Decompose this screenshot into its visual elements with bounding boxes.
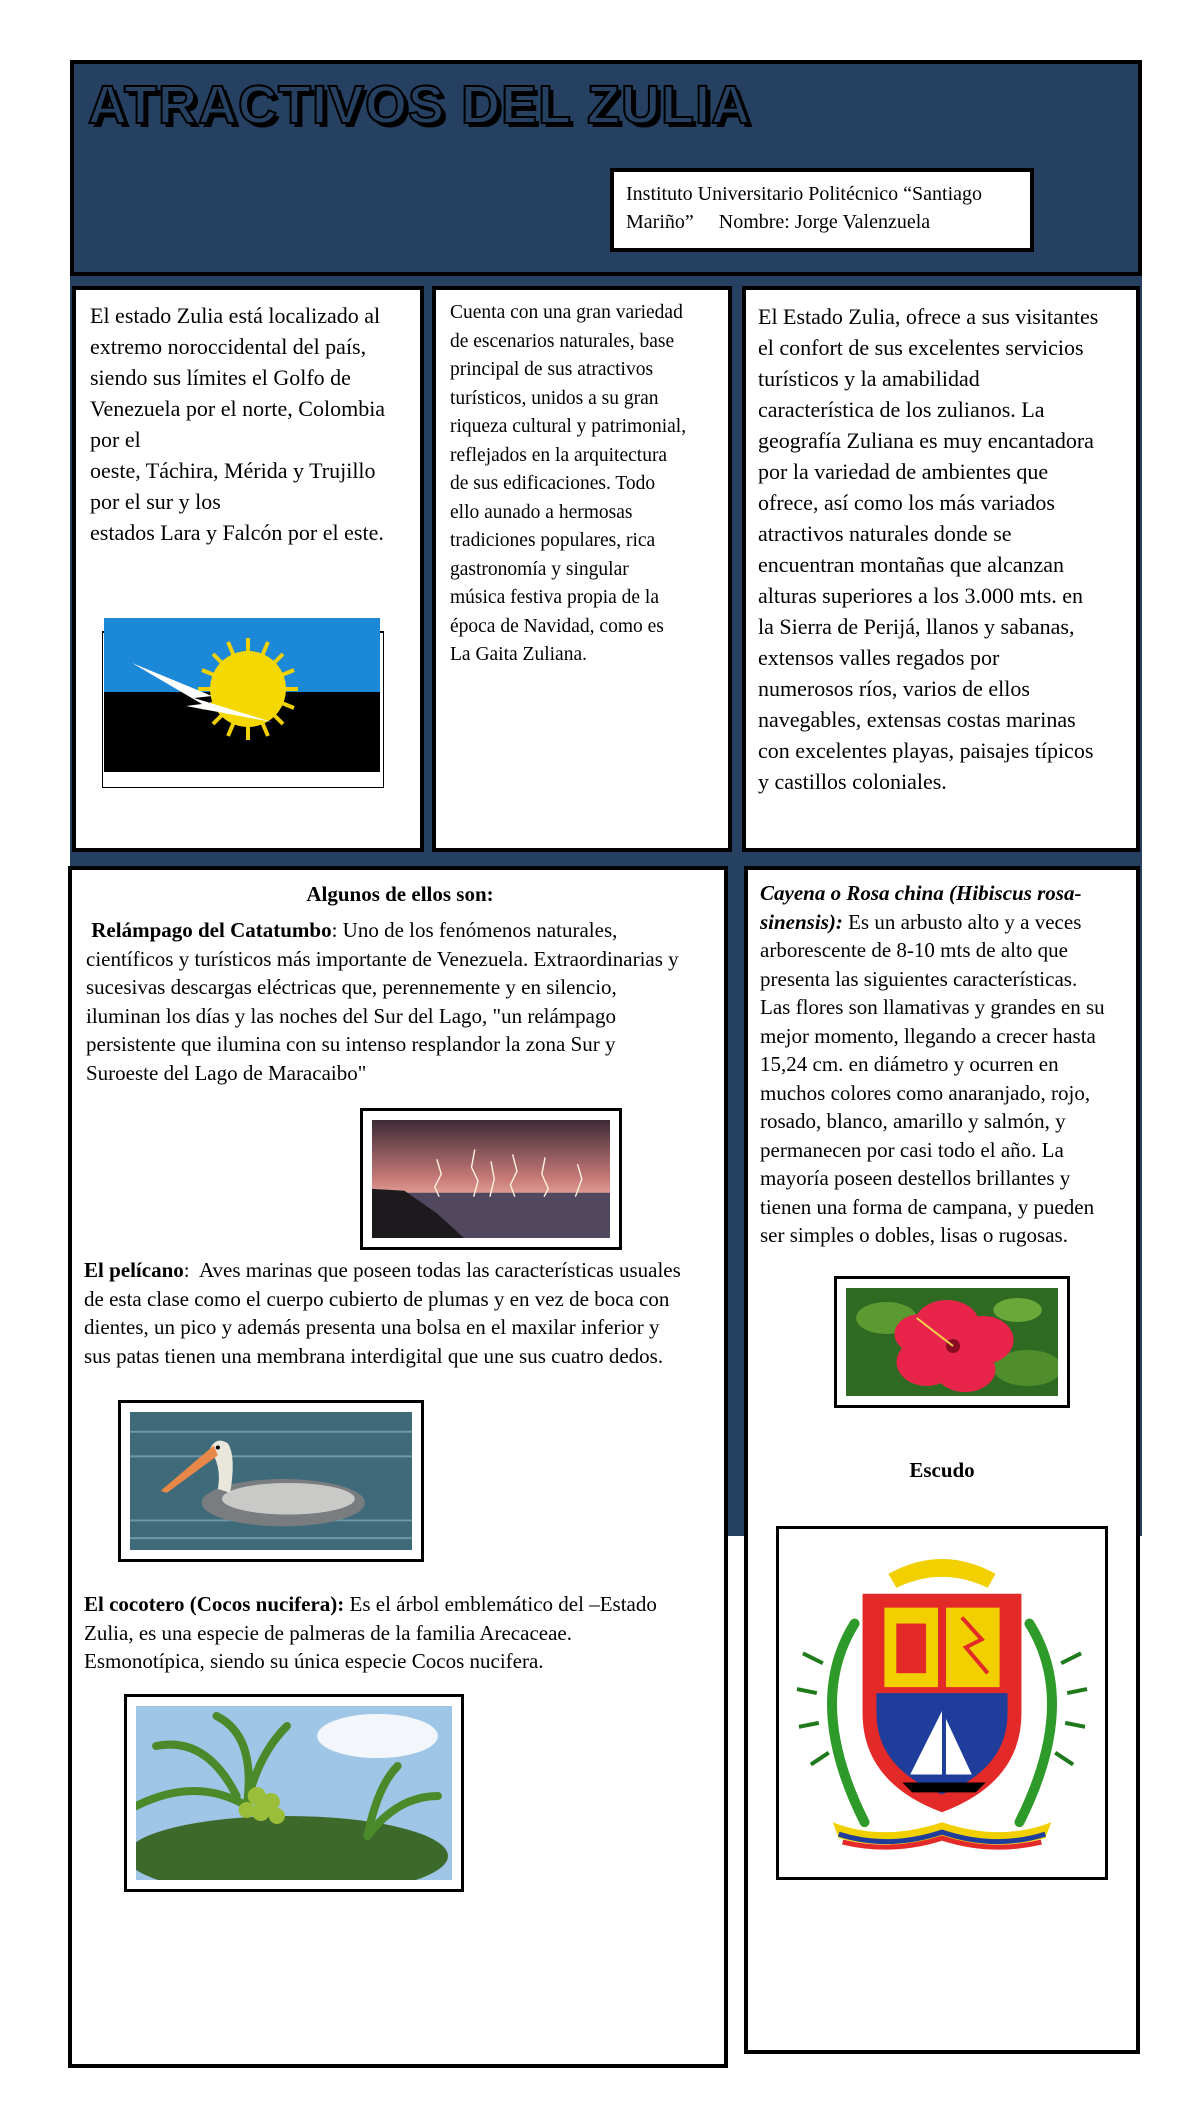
cocotero-title: El cocotero (Cocos nucifera): <box>84 1592 345 1616</box>
page-title: ATRACTIVOS DEL ZULIA <box>88 75 751 135</box>
services-text: El Estado Zulia, ofrece a sus visitantes el confort de sus excelentes servicios turísticos y la amabilidad característica de los zulianos. La geografía Zuliana es muy encantadora por la variedad de ambientes que ofrece, así como los más variados atractivos naturales donde se encuentran montañas que alcanzan alturas superiores a los 3.000 mts. en la Sierra de Perijá, llanos y sabanas, extensos valles regados por numerosos ríos, varios de ellos navegables, extensas costas marinas con excelentes playas, paisajes típicos y castillos coloniales. <box>758 304 1099 794</box>
institution-line-2: Mariño” Nombre: Jorge Valenzuela <box>626 211 931 233</box>
zulia-flag-icon <box>102 618 384 788</box>
list-heading: Algunos de ellos son: <box>306 882 494 906</box>
attractions-box <box>432 286 732 852</box>
relampago-title: Relámpago del Catatumbo <box>91 918 332 942</box>
relampago-text: Relámpago del Catatumbo: Uno de los fenómenos naturales, científicos y turísticos más importante de Venezuela. Extraordinarias y sucesivas descargas eléctricas que, perennemente y en silencio, iluminan los días y las noches del Sur del Lago, "un relámpago persistente que ilumina con su intenso resplandor la zona Sur y Suroeste del Lago de Maracaibo" <box>86 918 679 1085</box>
pelican-image <box>118 1400 424 1562</box>
cayena-title: Cayena o Rosa china (Hibiscus rosa- <box>760 881 1082 905</box>
coconut-palm-image <box>124 1694 464 1892</box>
cayena-text: Cayena o Rosa china (Hibiscus rosa- sinensis): Es un arbusto alto y a veces arborescente de 8-10 mts de alto que presenta las siguientes características. Las flores son llamativas y grandes en su mejor momento, llegando a crecer hasta 15,24 cm. en diámetro y ocurren en muchos colores como anaranjado, rojo, rosado, blanco, amarillo y salmón, y permanecen por casi todo el año. La mayoría poseen destellos brillantes y tienen una forma de campana, y pueden ser simples o dobles, lisas o rugosas. <box>760 881 1105 1247</box>
services-box <box>742 286 1140 852</box>
institution-line-1: Instituto Universitario Politécnico “Santiago <box>626 183 983 205</box>
institution-box <box>610 168 1034 252</box>
escudo-label: Escudo <box>909 1458 975 1482</box>
zulia-coat-of-arms-image <box>776 1526 1108 1880</box>
pelicano-text: El pelícano: Aves marinas que poseen todas las características usuales de esta clase como el cuerpo cubierto de plumas y en vez de boca con dientes, un pico y además presenta una bolsa en el maxilar inferior y sus patas tienen una membrana interdigital que une sus cuatro dedos. <box>84 1258 681 1368</box>
pelicano-title: El pelícano <box>84 1258 184 1282</box>
attractions-text: Cuenta con una gran variedad de escenarios naturales, base principal de sus atractivos turísticos, unidos a su gran riqueza cultural y patrimonial, reflejados en la arquitectura de sus edificaciones. Todo ello aunado a hermosas tradiciones populares, rica gastronomía y singular música festiva propia de la época de Navidad, como es La Gaita Zuliana. <box>450 302 687 665</box>
catatumbo-lightning-image <box>360 1108 622 1250</box>
hibiscus-image <box>834 1276 1070 1408</box>
cocotero-text: El cocotero (Cocos nucifera): Es el árbol emblemático del –Estado Zulia, es una especie de palmeras de la familia Arecaceae. Esmonotípica, siendo su única especie Cocos nucifera. <box>84 1592 657 1673</box>
location-text: El estado Zulia está localizado al extremo noroccidental del país, siendo sus límites el Golfo de Venezuela por el norte, Colombia por el oeste, Táchira, Mérida y Trujillo por el sur y los estados Lara y Falcón por el este. <box>90 303 386 545</box>
